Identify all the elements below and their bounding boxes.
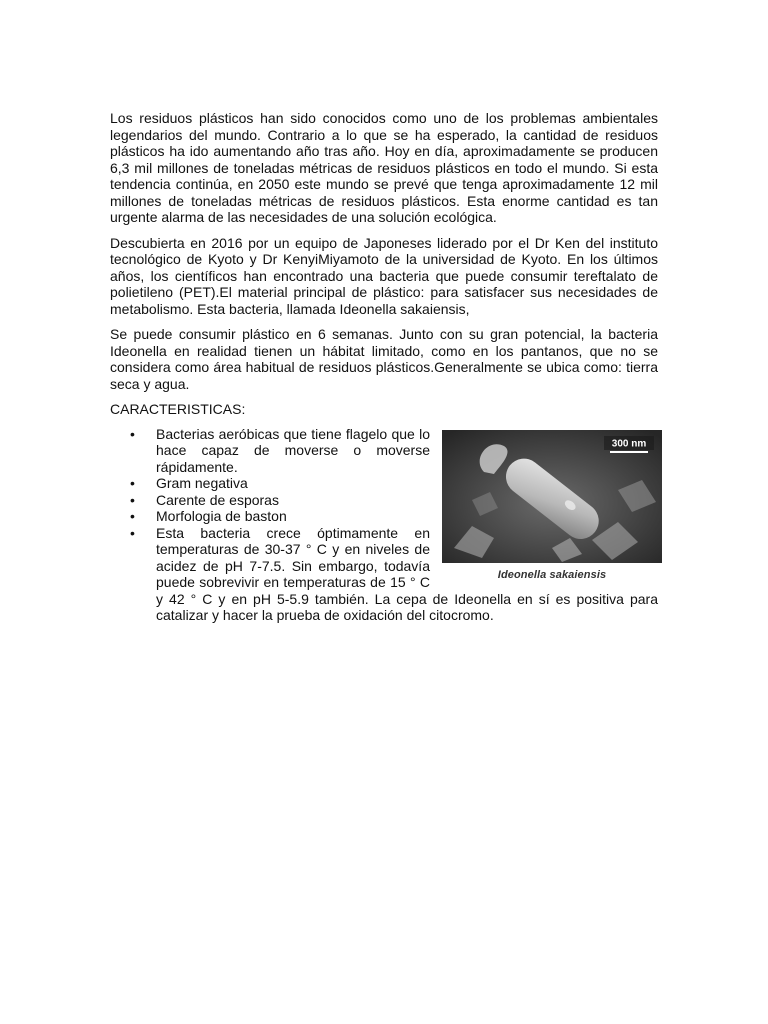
list-item-text: Morfologia de baston — [156, 508, 287, 524]
characteristics-list — [110, 426, 658, 624]
list-item-text: Gram negativa — [156, 475, 248, 491]
figure-caption: Ideonella sakaiensis — [497, 568, 607, 581]
list-item — [130, 475, 658, 492]
list-item-text: Esta bacteria crece óptimamente en temperaturas de 30-37 ° C y en niveles de acidez de pH 7-7.5. Sin embargo, todavía puede sobrevivir en temperaturas de 15 ° C y 42 ° C y en pH 5-5.9 también. La cepa de Ideonella en sí es positiva para catalizar y hacer la prueba de oxidación del citocromo. — [156, 524, 658, 623]
paragraph-discovery: Descubierta en 2016 por un equipo de Japoneses liderado por el Dr Ken del instituto tecnológico de Kyoto y Dr KenyiMiyamoto de la universidad de Kyoto. En los últimos años, los científicos han encontrado una bacteria que puede consumir tereftalato de polietileno (PET).El material principal de plástico: para satisfacer sus necesidades de metabolismo. Esta bacteria, llamada Ideonella sakaiensis, — [110, 234, 658, 317]
list-item-text: Carente de esporas — [156, 491, 279, 508]
list-item — [130, 425, 658, 476]
bullet-icon: • — [130, 524, 135, 541]
list-item — [130, 491, 658, 509]
document-body — [110, 110, 658, 624]
bullet-icon: • — [130, 425, 135, 442]
scale-bar-label: 300 nm — [611, 438, 647, 449]
bullet-icon: • — [130, 475, 135, 491]
bullet-icon: • — [130, 508, 135, 524]
bullet-icon: • — [130, 491, 135, 508]
section-heading: CARACTERISTICAS: — [110, 401, 246, 417]
list-item — [130, 524, 658, 624]
paragraph-intro: Los residuos plásticos han sido conocidos como uno de los problemas ambientales legendarios del mundo. Contrario a lo que se ha esperado, la cantidad de residuos plásticos ha ido aumentando año tras año. Hoy en día, aproximadamente se producen 6,3 mil millones de toneladas métricas de residuos plásticos en todo el mundo. Si esta tendencia continúa, en 2050 este mundo se prevé que tenga aproximadamente 12 mil millones de toneladas métricas de residuos plásticos. Esta enorme cantidad es tan urgente alarma de las necesidades de una solución ecológica. — [110, 110, 658, 225]
list-item — [130, 508, 658, 525]
list-item-text: Bacterias aeróbicas que tiene flagelo que lo hace capaz de moverse o moverse rápidamente. — [156, 425, 430, 475]
paragraph-habitat: Se puede consumir plástico en 6 semanas. Junto con su gran potencial, la bacteria Ideonella en realidad tienen un hábitat limitado, como en los pantanos, que no se considera como área habitual de residuos plásticos.Generalmente se ubica como: tierra seca y agua. — [110, 326, 658, 392]
